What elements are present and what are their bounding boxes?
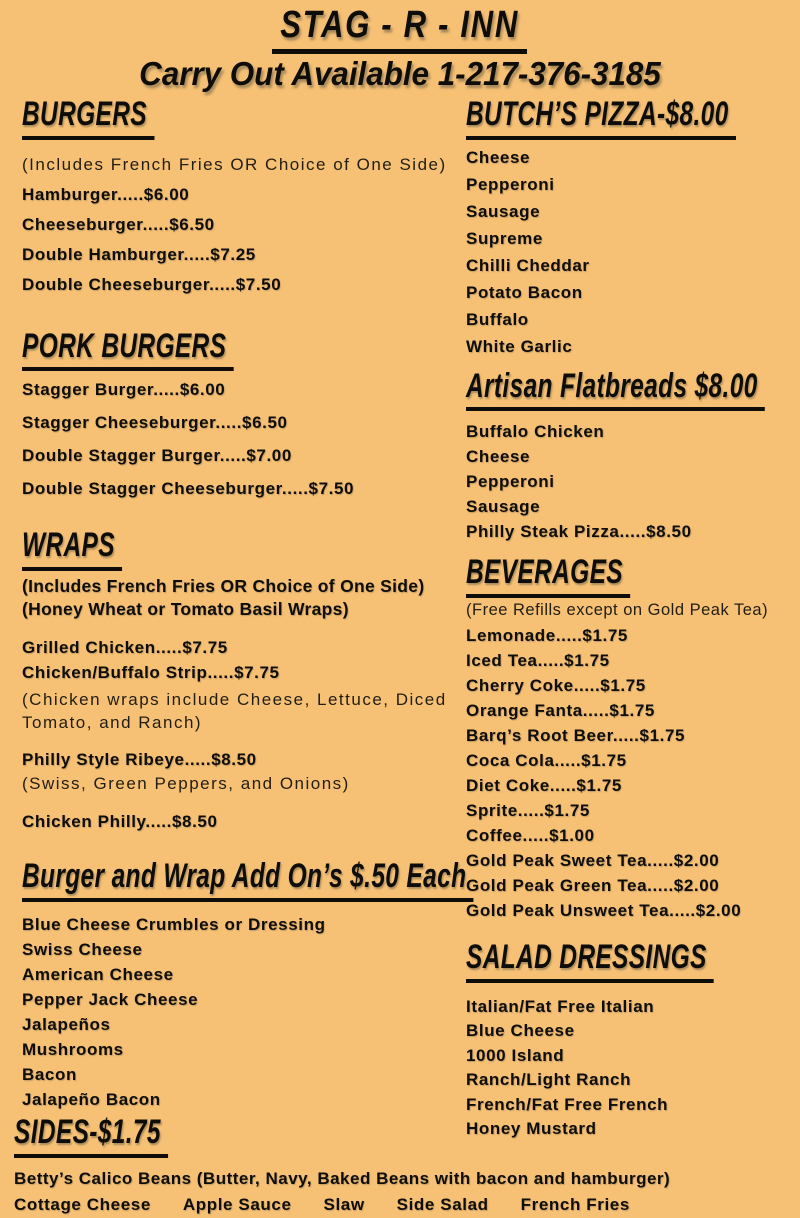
menu-item: Gold Peak Unsweet Tea.....$2.00 bbox=[466, 901, 742, 921]
menu-item: 1000 Island bbox=[466, 1045, 565, 1065]
menu-item: Buffalo bbox=[466, 309, 529, 329]
menu-item: White Garlic bbox=[466, 336, 573, 356]
menu-item: Gold Peak Sweet Tea.....$2.00 bbox=[466, 851, 720, 871]
menu-item: Blue Cheese bbox=[466, 1021, 575, 1041]
menu-item: Jalapeño Bacon bbox=[22, 1089, 161, 1109]
sides-description: Betty’s Calico Beans (Butter, Navy, Baked Beans with bacon and hamburger) bbox=[14, 1168, 671, 1188]
section-dressings bbox=[466, 939, 798, 1142]
menu-item: Mushrooms bbox=[22, 1039, 124, 1059]
section-flatbreads bbox=[466, 368, 798, 545]
menu-item: Chicken/Buffalo Strip.....$7.75 bbox=[22, 663, 280, 683]
menu-item: Potato Bacon bbox=[466, 282, 583, 302]
section-wraps bbox=[22, 527, 462, 834]
menu-item: Honey Mustard bbox=[466, 1119, 597, 1139]
menu-item: Hamburger.....$6.00 bbox=[22, 184, 190, 204]
section-addons bbox=[22, 857, 467, 1112]
menu-item: Pepperoni bbox=[466, 472, 555, 492]
section-heading-sides: SIDES-$1.75 bbox=[14, 1114, 168, 1158]
menu-item: Chilli Cheddar bbox=[466, 255, 590, 275]
wraps-note: (Includes French Fries OR Choice of One Side) bbox=[22, 576, 425, 597]
menu-item: Bacon bbox=[22, 1064, 77, 1084]
menu-item: Double Hamburger.....$7.25 bbox=[22, 244, 256, 264]
menu-item: American Cheese bbox=[22, 964, 174, 984]
menu-item: Stagger Burger.....$6.00 bbox=[22, 380, 226, 400]
section-pizza bbox=[466, 96, 798, 360]
chicken-wraps-note: (Chicken wraps include Cheese, Lettuce, Diced Tomato, and Ranch) bbox=[22, 690, 447, 733]
menu-item: Sausage bbox=[466, 201, 541, 221]
menu-item: Philly Steak Pizza.....$8.50 bbox=[466, 522, 692, 542]
restaurant-name: STAG - R - INN bbox=[272, 6, 527, 54]
section-heading-burgers: BURGERS bbox=[22, 96, 154, 140]
burgers-note: (Includes French Fries OR Choice of One Side) bbox=[22, 154, 447, 174]
menu-item: Ranch/Light Ranch bbox=[466, 1070, 632, 1090]
menu-item: Double Cheeseburger.....$7.50 bbox=[22, 274, 282, 294]
wraps-note: (Honey Wheat or Tomato Basil Wraps) bbox=[22, 599, 349, 620]
section-heading-addons: Burger and Wrap Add On’s $.50 Each bbox=[22, 858, 474, 902]
carryout-phone-line: Carry Out Available 1-217-376-3185 bbox=[139, 54, 661, 92]
menu-item: Chicken Philly.....$8.50 bbox=[22, 812, 218, 832]
section-beverages bbox=[466, 554, 798, 923]
menu-item: Gold Peak Green Tea.....$2.00 bbox=[466, 876, 720, 896]
menu-item: Side Salad bbox=[396, 1194, 489, 1214]
right-column bbox=[466, 96, 798, 1142]
menu-item: Swiss Cheese bbox=[22, 939, 143, 959]
section-heading-pork-burgers: PORK BURGERS bbox=[22, 328, 233, 372]
menu-item: Supreme bbox=[466, 228, 543, 248]
menu-item: Diet Coke.....$1.75 bbox=[466, 776, 622, 796]
menu-item: Barq’s Root Beer.....$1.75 bbox=[466, 726, 686, 746]
section-heading-dressings: SALAD DRESSINGS bbox=[466, 939, 714, 983]
menu-header bbox=[0, 0, 800, 92]
section-heading-flatbreads: Artisan Flatbreads $8.00 bbox=[466, 368, 765, 412]
section-heading-beverages: BEVERAGES bbox=[466, 554, 630, 598]
ribeye-note: (Swiss, Green Peppers, and Onions) bbox=[22, 774, 350, 794]
menu-item: Double Stagger Burger.....$7.00 bbox=[22, 446, 292, 466]
menu-item: Apple Sauce bbox=[182, 1194, 292, 1214]
menu-item: Cottage Cheese bbox=[14, 1194, 151, 1214]
menu-item: Coffee.....$1.00 bbox=[466, 826, 595, 846]
section-pork-burgers bbox=[22, 328, 462, 506]
menu-item: French/Fat Free French bbox=[466, 1094, 669, 1114]
menu-item: Philly Style Ribeye.....$8.50 bbox=[22, 750, 257, 770]
section-heading-pizza: BUTCH’S PIZZA-$8.00 bbox=[466, 96, 736, 140]
menu-item: Blue Cheese Crumbles or Dressing bbox=[22, 914, 326, 934]
menu-item: Cheese bbox=[466, 447, 531, 467]
menu-item: Cherry Coke.....$1.75 bbox=[466, 676, 646, 696]
section-sides bbox=[14, 1114, 794, 1218]
section-heading-wraps: WRAPS bbox=[22, 527, 122, 571]
menu-item: Pepperoni bbox=[466, 174, 555, 194]
menu-item: Sausage bbox=[466, 497, 541, 517]
menu-item: Jalapeños bbox=[22, 1014, 111, 1034]
menu-item: French Fries bbox=[520, 1194, 630, 1214]
sides-list bbox=[14, 1192, 794, 1218]
menu-item: Lemonade.....$1.75 bbox=[466, 626, 628, 646]
section-burgers bbox=[22, 96, 462, 300]
left-column bbox=[22, 95, 467, 1112]
menu-item: Orange Fanta.....$1.75 bbox=[466, 701, 655, 721]
menu-item: Sprite.....$1.75 bbox=[466, 801, 590, 821]
menu-item: Coca Cola.....$1.75 bbox=[466, 751, 627, 771]
menu-item: Grilled Chicken.....$7.75 bbox=[22, 638, 228, 658]
menu-item: Iced Tea.....$1.75 bbox=[466, 651, 610, 671]
menu-item: Slaw bbox=[323, 1194, 365, 1214]
menu-item: Pepper Jack Cheese bbox=[22, 989, 199, 1009]
menu-item: Buffalo Chicken bbox=[466, 422, 605, 442]
menu-item: Cheeseburger.....$6.50 bbox=[22, 214, 215, 234]
beverages-note: (Free Refills except on Gold Peak Tea) bbox=[466, 601, 769, 620]
menu-item: Italian/Fat Free Italian bbox=[466, 996, 655, 1016]
menu-item: Double Stagger Cheeseburger.....$7.50 bbox=[22, 479, 355, 499]
menu-item: Stagger Cheeseburger.....$6.50 bbox=[22, 413, 288, 433]
menu-item: Cheese bbox=[466, 147, 531, 167]
